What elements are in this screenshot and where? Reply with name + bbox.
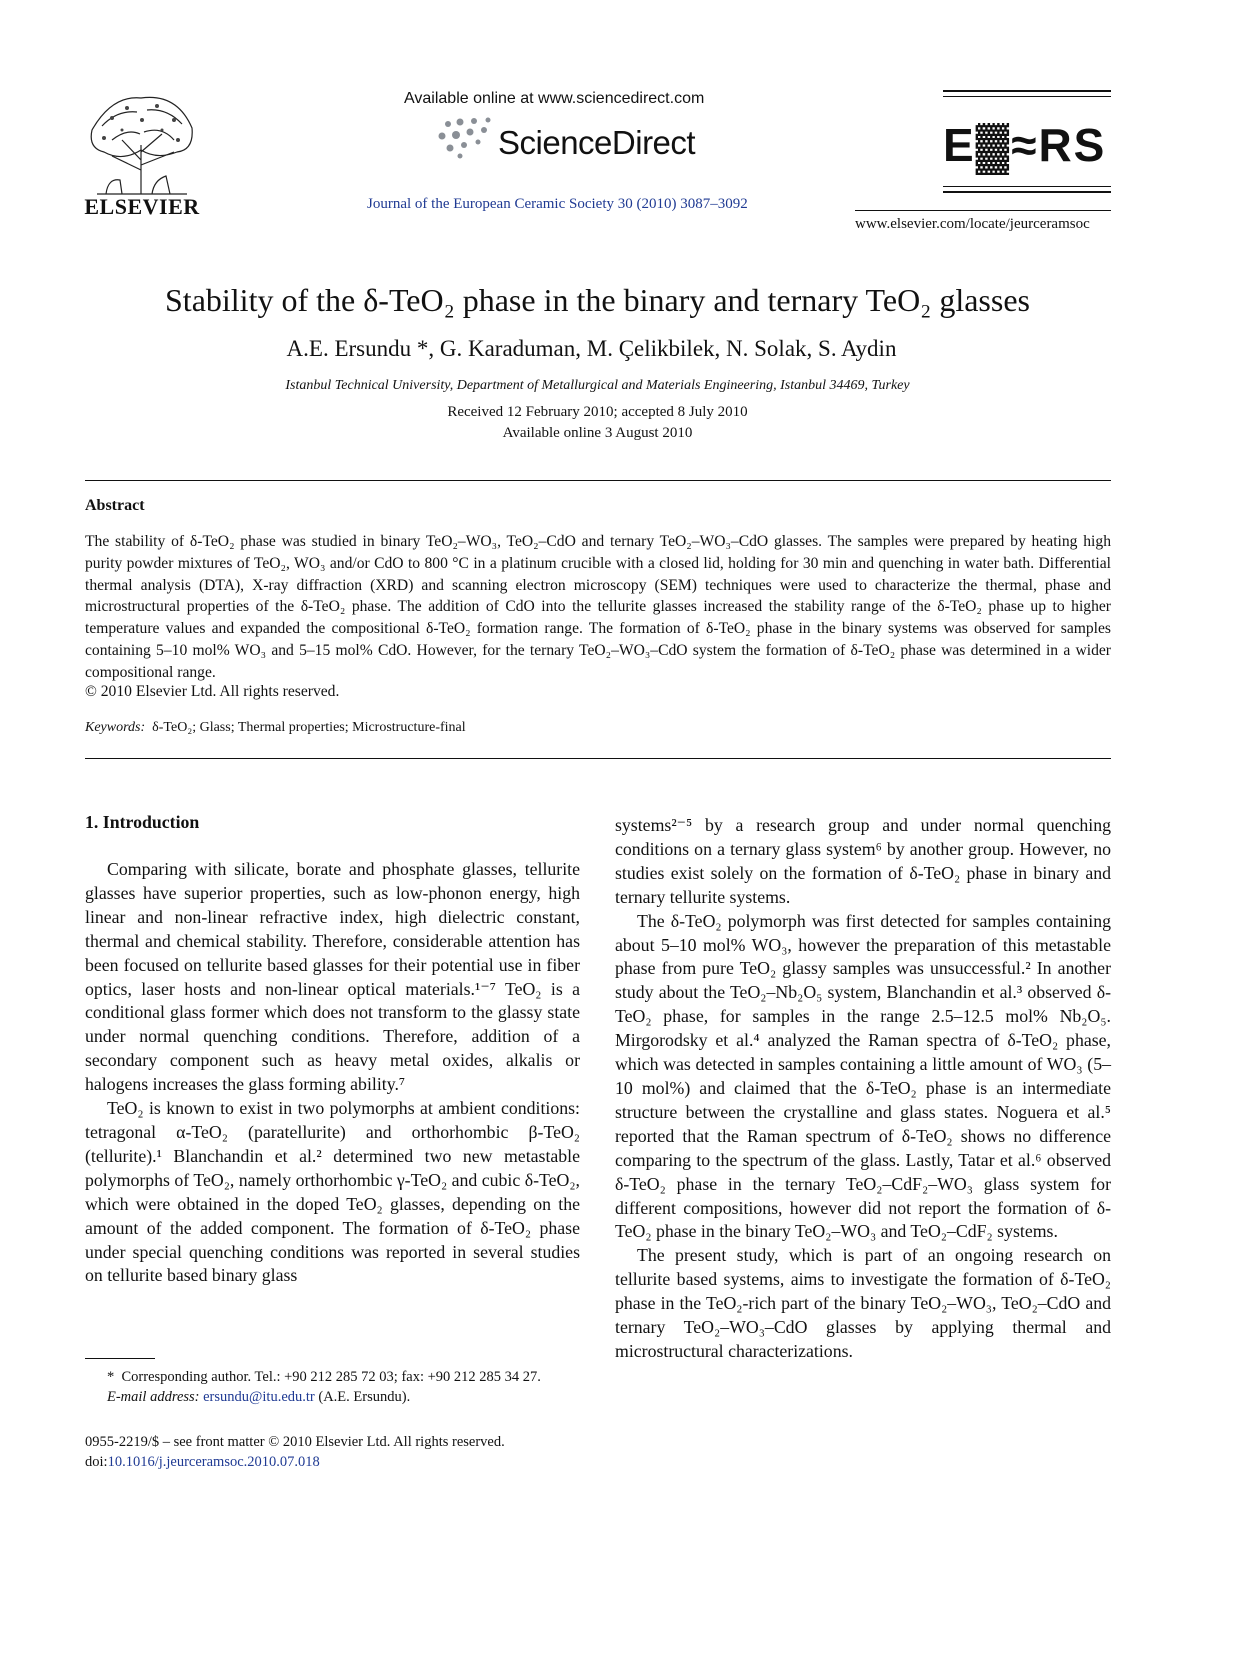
front-matter xyxy=(85,1432,580,1472)
journal-reference-link[interactable]: Journal of the European Ceramic Society 30 (2010) 3087–3092 xyxy=(367,196,748,212)
footnote-contact: Corresponding author. Tel.: +90 212 285 72 03; fax: +90 212 285 34 27. xyxy=(121,1369,541,1385)
header-rule xyxy=(855,210,1111,211)
section-heading-introduction: 1. Introduction xyxy=(85,812,200,832)
email-label: E-mail address: xyxy=(107,1389,200,1405)
abstract-copyright: © 2010 Elsevier Ltd. All rights reserved. xyxy=(85,683,340,700)
paragraph: The present study, which is part of an ongoing research on tellurite based systems, aims to investigate the formation of δ-TeO₂ phase in the TeO₂-rich part of the binary TeO₂–WO₃, TeO₂–CdO and ternary TeO₂–WO₃–CdO glasses by applying thermal and microstructural characterizations. xyxy=(615,1245,1111,1361)
divider xyxy=(85,758,1111,759)
doi-link[interactable]: 10.1016/j.jeurceramsoc.2010.07.018 xyxy=(107,1454,320,1470)
doi-label: doi: xyxy=(85,1454,108,1470)
keywords-list: δ-TeO₂; Glass; Thermal properties; Microstructure-final xyxy=(152,720,466,735)
issn-line: 0955-2219/$ – see front matter © 2010 Elsevier Ltd. All rights reserved. xyxy=(85,1434,505,1450)
available-online-text: Available online at www.sciencedirect.com xyxy=(404,90,705,107)
author-list: A.E. Ersundu *, G. Karaduman, M. Çelikbilek, N. Solak, S. Aydin xyxy=(286,336,897,361)
left-column xyxy=(85,858,580,1288)
divider xyxy=(85,480,1111,481)
elsevier-wordmark: ELSEVIER xyxy=(84,194,200,219)
ecers-bottom-rule xyxy=(943,186,1111,193)
email-link[interactable]: ersundu@itu.edu.tr xyxy=(203,1389,315,1405)
elsevier-tree-logo xyxy=(82,90,200,198)
paragraph: The δ-TeO₂ polymorph was first detected for samples containing about 5–10 mol% WO₃, however the preparation of this metastable phase from pure TeO₂ glassy samples was unsuccessful.² In another study about the TeO₂–Nb₂O₅ system, Blanchandin et al.³ observed δ-TeO₂ phase, for samples in the range 2.5–12.5 mol% Nb₂O₅. Mirgorodsky et al.⁴ analyzed the Raman spectra of δ-TeO₂ phase, which was detected in samples containing a little amount of WO₃ (5–10 mol%) and claimed that the δ-TeO₂ phase is an intermediate structure between the crystalline and glass states. Noguera et al.⁵ reported that the Raman spectrum of δ-TeO₂ shows no difference comparing to the spectrum of the glass. Lastly, Tatar et al.⁶ observed δ-TeO₂ phase in the ternary TeO₂–CdF₂–WO₃ glass system for different compositions, however did not report the formation of δ-TeO₂ phase in the binary TeO₂–WO₃ and TeO₂–CdF₂ systems. xyxy=(615,910,1111,1242)
ecers-society-logo: E▓≈RS xyxy=(943,119,1107,171)
right-column xyxy=(615,814,1111,1364)
corresponding-author-footnote xyxy=(85,1367,580,1407)
abstract-body: The stability of δ-TeO₂ phase was studied in binary TeO₂–WO₃, TeO₂–CdO and ternary TeO₂–WO₃–CdO glasses. The samples were prepared by heating high purity powder mixtures of TeO₂, WO₃ and/or CdO to 800 °C in a platinum crucible with a closed lid, holding for 30 min and quenching in water bath. Differential thermal analysis (DTA), X-ray diffraction (XRD) and scanning electron microscopy (SEM) techniques were used to characterize the thermal, phase and microstructural properties of the δ-TeO₂ phase. The addition of CdO into the tellurite glasses increased the stability range of the δ-TeO₂ phase up to higher temperature values and expanded the compositional δ-TeO₂ formation range. The formation of δ-TeO₂ phase in the binary systems was observed for samples containing 5–10 mol% WO₃ and 5–15 mol% CdO. However, for the ternary TeO₂–WO₃–CdO system the formation of δ-TeO₂ phase was determined in a wider compositional range. xyxy=(85,533,1111,681)
email-suffix: (A.E. Ersundu). xyxy=(318,1389,411,1405)
received-dates: Received 12 February 2010; accepted 8 July 2010 xyxy=(447,404,748,420)
ecers-top-rule xyxy=(943,90,1111,97)
sciencedirect-wordmark: ScienceDirect xyxy=(498,124,696,161)
affiliation: Istanbul Technical University, Department of Metallurgical and Materials Engineering, Istanbul 34469, Turkey xyxy=(285,378,910,393)
paragraph: Comparing with silicate, borate and phosphate glasses, tellurite glasses have superior properties, such as low-phonon energy, high linear and non-linear refractive index, high dielectric constant, thermal and chemical stability. Therefore, considerable attention has been focused on tellurite based glasses for their potential use in fiber optics, laser hosts and non-linear optical materials.¹⁻⁷ TeO₂ is a conditional glass former which does not transform to the glassy state under normal quenching conditions. Therefore, addition of a secondary component such as heavy metal oxides, alkalis or halogens increases the glass forming ability.⁷ xyxy=(85,859,580,1095)
available-online-date: Available online 3 August 2010 xyxy=(502,425,693,441)
paragraph: TeO₂ is known to exist in two polymorphs at ambient conditions: tetragonal α-TeO₂ (paratellurite) and orthorhombic β-TeO₂ (tellurite).¹ Blanchandin et al.² determined two new metastable polymorphs of TeO₂, namely orthorhombic γ-TeO₂ and cubic δ-TeO₂, which were obtained in the doped TeO₂ glasses, depending on the amount of the added component. The formation of δ-TeO₂ phase under special quenching conditions was reported in several studies on tellurite based binary glass xyxy=(85,1098,580,1286)
journal-homepage-url[interactable]: www.elsevier.com/locate/jeurceramsoc xyxy=(855,216,1090,232)
abstract-heading: Abstract xyxy=(85,497,145,514)
footnote-marker: * xyxy=(107,1369,115,1385)
keywords-label: Keywords: xyxy=(85,720,146,735)
paragraph: systems²⁻⁵ by a research group and under normal quenching conditions on a ternary glass system⁶ by another group. However, no studies exist solely on the formation of δ-TeO₂ phase in binary and ternary tellurite systems. xyxy=(615,815,1111,907)
keywords xyxy=(85,720,466,736)
paper-title: Stability of the δ-TeO₂ phase in the binary and ternary TeO₂ glasses xyxy=(165,282,1030,318)
footnote-rule xyxy=(85,1358,155,1359)
